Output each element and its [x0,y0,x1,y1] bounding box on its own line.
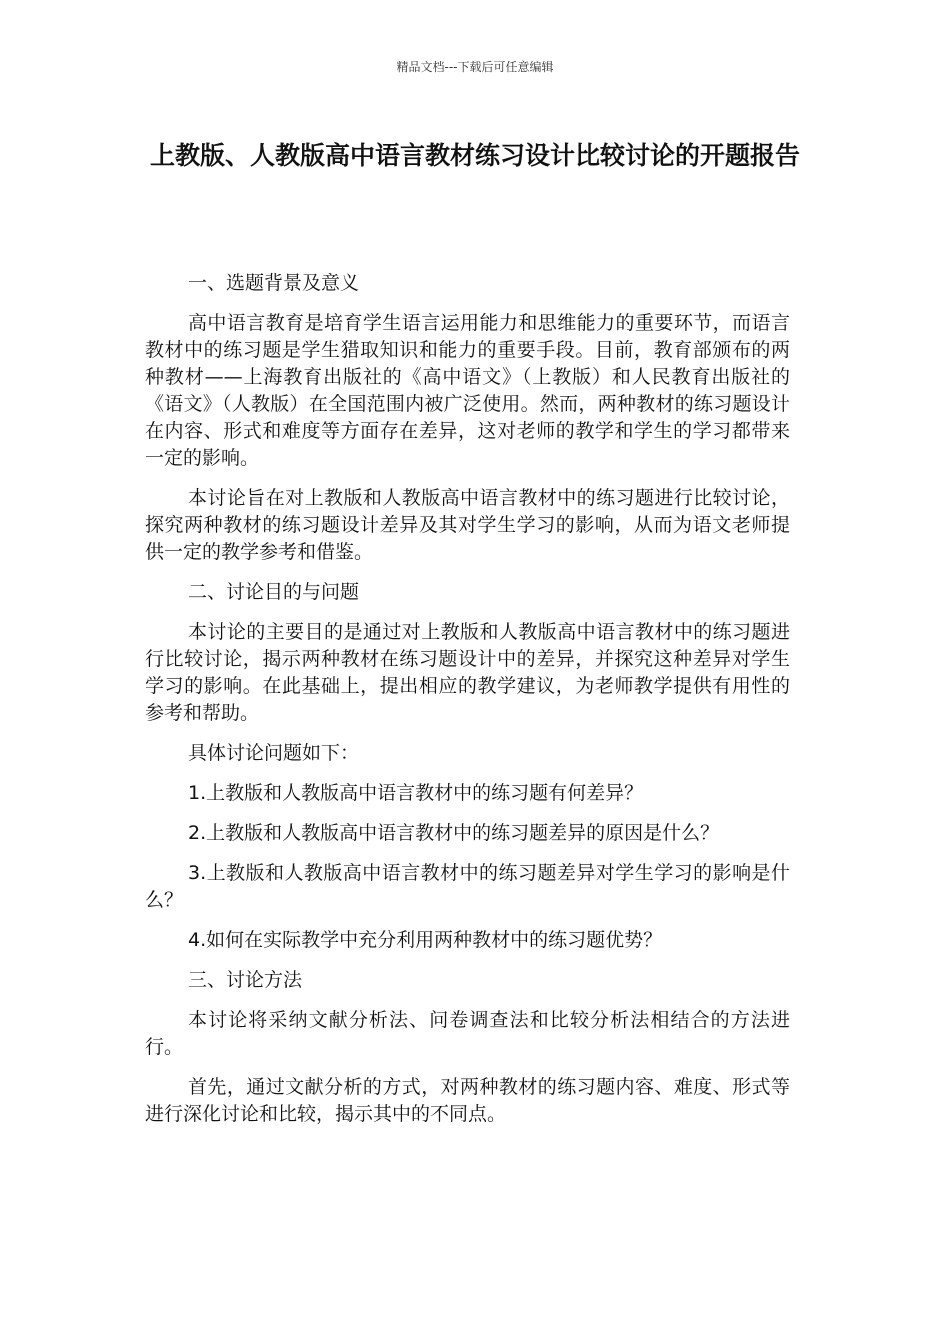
paragraph-method-2: 首先，通过文献分析的方式，对两种教材的练习题内容、难度、形式等进行深化讨论和比较，揭示其中的不同点。 [145,1076,790,1125]
paragraph-purpose-2: 具体讨论问题如下： [188,742,360,764]
paragraph-background-1: 高中语言教育是培育学生语言运用能力和思维能力的重要环节，而语言教材中的练习题是学生猎取知识和能力的重要手段。目前，教育部颁布的两种教材——上海教育出版社的《高中语文》（上教版）和人民教育出版社的《语文》（人教版）在全国范围内被广泛使用。然而，两种教材的练习题设计在内容、形式和难度等方面存在差异，这对老师的教学和学生的学习都带来一定的影响。 [145,312,790,469]
section-heading-background: 一、选题背景及意义 [188,272,360,294]
document-title: 上教版、人教版高中语言教材练习设计比较讨论的开题报告 [149,141,800,170]
question-item-1: 1.上教版和人教版高中语言教材中的练习题有何差异？ [188,782,644,804]
question-item-2: 2.上教版和人教版高中语言教材中的练习题差异的原因是什么？ [188,822,720,844]
document-body [145,270,790,1141]
section-heading-method: 三、讨论方法 [188,969,303,991]
question-item-4: 4.如何在实际教学中充分利用两种教材中的练习题优势？ [188,929,663,951]
question-item-3: 3.上教版和人教版高中语言教材中的练习题差异对学生学习的影响是什么？ [145,862,790,911]
paragraph-purpose-1: 本讨论的主要目的是通过对上教版和人教版高中语言教材中的练习题进行比较讨论，揭示两种教材在练习题设计中的差异，并探究这种差异对学生学习的影响。在此基础上，提出相应的教学建议，为老师教学提供有用性的参考和帮助。 [145,621,790,724]
header-note: 精品文档---下载后可任意编辑 [396,60,554,74]
paragraph-method-1: 本讨论将采纳文献分析法、问卷调查法和比较分析法相结合的方法进行。 [145,1009,790,1058]
section-heading-purpose: 二、讨论目的与问题 [188,581,360,603]
paragraph-background-2: 本讨论旨在对上教版和人教版高中语言教材中的练习题进行比较讨论，探究两种教材的练习题设计差异及其对学生学习的影响，从而为语文老师提供一定的教学参考和借鉴。 [145,487,790,563]
